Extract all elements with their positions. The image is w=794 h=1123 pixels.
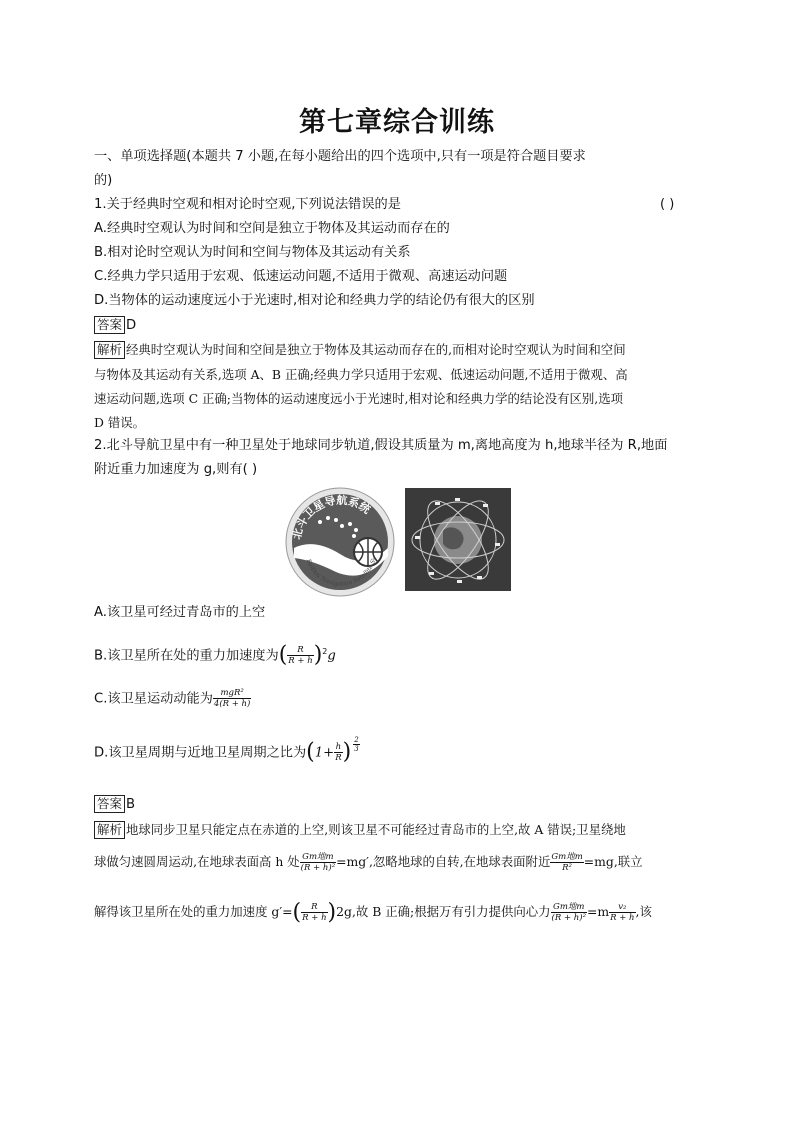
fraction: $\frac{\text{Gm地m}}{\text{(R + h)²}}$ [300, 852, 336, 873]
analysis-label: 解析 [94, 821, 125, 839]
analysis-label: 解析 [94, 341, 125, 359]
q1-option-b: B.相对论时空观认为时间和空间与物体及其运动有关系 [94, 245, 411, 260]
q1-stem: 1.关于经典时空观和相对论时空观,下列说法错误的是 [94, 197, 401, 212]
q1-analysis-line4: D 错误。 [94, 415, 146, 430]
fraction: $\frac{R}{R + h}$ [288, 644, 313, 666]
q2-analysis-line2: 球做匀速圆周运动,在地球表面高 h 处 $\frac{\text{Gm地m}}{\text{(R + h)²}}$ =mg′,忽略地球的自转,在地球表面附近 $\frac{\text{Gm地m}}{\text{R²}}$ =mg,联立 [94, 852, 643, 873]
q2-analysis-line3: 解得该卫星所在处的重力加速度 g′=( $\frac{R}{R + h}$ )2g,故 B 正确;根据万有引力提供向心力 $\frac{\text{Gm地m}}{\text{(R + h)²}}$ =m $\frac{\text{v₂}}{R + h}$ ,该 [94, 900, 652, 925]
beidou-logo [284, 486, 396, 598]
logo-text-en: BeiDou Navigation Satellite Sy [304, 555, 379, 588]
section-heading-cont: 的) [94, 173, 113, 188]
fraction: $\frac{R}{R + h}$ [302, 902, 327, 923]
fraction: $\frac{\text{v₂}}{R + h}$ [610, 902, 635, 923]
q1-analysis [94, 341, 626, 359]
q2-option-a: A.该卫星可经过青岛市的上空 [94, 605, 266, 620]
q2-answer-value: B [126, 797, 136, 812]
q1-option-d: D.当物体的运动速度远小于光速时,相对论和经典力学的结论仍有很大的区别 [94, 293, 535, 308]
exponent-fraction: $\frac{2}{3}$ [354, 736, 359, 753]
page-title: 第七章综合训练 [299, 107, 495, 138]
q2-stem-cont: 附近重力加速度为 g,则有( ) [94, 462, 258, 477]
q2-option-b: B.该卫星所在处的重力加速度为( $\frac{R}{R + h}$ )$^2$g [94, 642, 336, 668]
logo-text-cn: 北斗卫星导航系统 [290, 493, 373, 541]
q1-analysis-line2: 与物体及其运动有关系,选项 A、B 正确;经典力学只适用于宏观、低速运动问题,不适用于微观、高 [94, 367, 628, 382]
answer-label: 答案 [94, 316, 125, 334]
fraction: $\frac{\text{mgR²}}{4(R + h)}$ [213, 688, 251, 709]
q2-analysis-line1: 地球同步卫星只能定点在赤道的上空,则该卫星不可能经过青岛市的上空,故 A 错误;卫星绕地 [126, 822, 626, 837]
q2-answer [94, 795, 135, 814]
q1-answer-value: D [126, 318, 137, 333]
q1-analysis-line3: 速运动问题,选项 C 正确;当物体的运动速度远小于光速时,相对论和经典力学的结论没有区别,选项 [94, 391, 623, 406]
answer-label: 答案 [94, 795, 125, 813]
fraction: $\frac{\text{Gm地m}}{\text{R²}}$ [551, 852, 583, 873]
q2-option-c: C.该卫星运动动能为 $\frac{\text{mgR²}}{4(R + h)}$ [94, 688, 251, 709]
section-heading: 一、单项选择题(本题共 7 小题,在每小题给出的四个选项中,只有一项是符合题目要求 [94, 149, 586, 164]
fraction: $\frac{h}{R}$ [335, 741, 342, 763]
q2-analysis [94, 820, 626, 839]
q2-stem: 2.北斗导航卫星中有一种卫星处于地球同步轨道,假设其质量为 m,离地高度为 h,地球半径为 R,地面 [94, 438, 668, 453]
q1-answer-blank: ( ) [660, 197, 675, 212]
q1-answer [94, 316, 136, 335]
fraction: $\frac{\text{Gm地m}}{\text{(R + h)²}}$ [551, 902, 586, 923]
q2-option-d: D.该卫星周期与近地卫星周期之比为(1+ $\frac{h}{R}$ ) $\frac{2}{3}$ [94, 736, 359, 765]
q1-option-c: C.经典力学只适用于宏观、低速运动问题,不适用于微观、高速运动问题 [94, 269, 508, 284]
q1-analysis-line1: 经典时空观认为时间和空间是独立于物体及其运动而存在的,而相对论时空观认为时间和空间 [126, 342, 626, 357]
satellite-orbit-image [405, 488, 511, 591]
q1-option-a: A.经典时空观认为时间和空间是独立于物体及其运动而存在的 [94, 221, 450, 236]
